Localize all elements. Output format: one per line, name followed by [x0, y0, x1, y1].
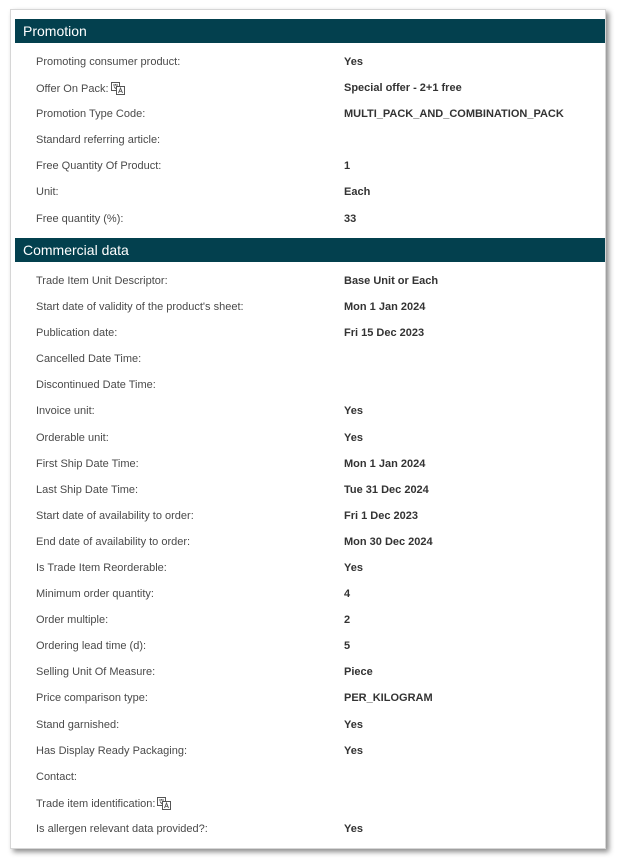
commercial-row [11, 791, 605, 817]
row-value: Mon 1 Jan 2024 [344, 458, 426, 470]
commercial-row [11, 582, 605, 608]
row-label: Unit: [36, 186, 59, 198]
row-label: First Ship Date Time: [36, 458, 139, 470]
row-label: Minimum order quantity: [36, 588, 154, 600]
row-label: Free Quantity Of Product: [36, 160, 162, 172]
promotion-row [11, 154, 605, 180]
row-label: Cancelled Date Time: [36, 353, 142, 365]
row-label: Is Trade Item Reorderable: [36, 562, 167, 574]
row-label-text: Offer On Pack: [36, 83, 109, 95]
row-value: 4 [344, 588, 351, 600]
promotion-row [11, 128, 605, 154]
commercial-row [11, 765, 605, 791]
row-value: 1 [344, 160, 351, 172]
row-label: Free quantity (%): [36, 213, 124, 225]
commercial-row [11, 399, 605, 425]
commercial-row [11, 686, 605, 712]
row-label: Stand garnished: [36, 719, 120, 731]
row-label: Is allergen relevant data provided?: [36, 823, 208, 835]
row-label: Selling Unit Of Measure: [36, 666, 156, 678]
promotion-row [11, 180, 605, 206]
row-label: Start date of validity of the product's sheet: [36, 301, 244, 313]
row-value: Yes [344, 405, 363, 417]
row-value: Fri 1 Dec 2023 [344, 510, 418, 522]
translate-icon[interactable] [157, 797, 171, 810]
row-value: Special offer - 2+1 free [344, 82, 462, 94]
row-label: Promotion Type Code: [36, 108, 146, 120]
row-label: Last Ship Date Time: [36, 484, 139, 496]
row-value: Base Unit or Each [344, 275, 439, 287]
row-label: Publication date: [36, 327, 118, 339]
row-label: Has Display Ready Packaging: [36, 745, 188, 757]
commercial-row [11, 347, 605, 373]
row-value: Fri 15 Dec 2023 [344, 327, 425, 339]
commercial-row [11, 373, 605, 399]
row-label [36, 797, 171, 810]
promotion-row [11, 207, 605, 233]
row-value: 2 [344, 614, 351, 626]
row-value: Yes [344, 432, 363, 444]
commercial-row [11, 713, 605, 739]
commercial-row [11, 426, 605, 452]
row-label: Start date of availability to order: [36, 510, 194, 522]
commercial-row [11, 556, 605, 582]
commercial-section-header: Commercial data [15, 238, 605, 262]
commercial-row [11, 608, 605, 634]
commercial-row [11, 295, 605, 321]
row-value: Piece [344, 666, 373, 678]
row-value: Mon 1 Jan 2024 [344, 301, 426, 313]
product-sheet-card [10, 9, 606, 849]
row-label: Orderable unit: [36, 432, 109, 444]
commercial-row [11, 504, 605, 530]
commercial-row [11, 530, 605, 556]
row-label: Trade Item Unit Descriptor: [36, 275, 168, 287]
row-label: End date of availability to order: [36, 536, 191, 548]
promotion-row [11, 76, 605, 102]
row-value: Mon 30 Dec 2024 [344, 536, 433, 548]
row-value: PER_KILOGRAM [344, 692, 433, 704]
row-label: Contact: [36, 771, 77, 783]
row-value: 33 [344, 213, 357, 225]
row-value: Yes [344, 745, 363, 757]
row-label-text: Trade item identification: [36, 798, 156, 810]
row-label: Price comparison type: [36, 692, 148, 704]
row-value: Yes [344, 823, 363, 835]
row-label: Order multiple: [36, 614, 109, 626]
row-value: Yes [344, 56, 363, 68]
commercial-row [11, 817, 605, 843]
row-label: Invoice unit: [36, 405, 95, 417]
row-value: Yes [344, 719, 363, 731]
commercial-row [11, 269, 605, 295]
commercial-row [11, 660, 605, 686]
promotion-section-header: Promotion [15, 19, 605, 43]
row-value: MULTI_PACK_AND_COMBINATION_PACK [344, 108, 564, 120]
commercial-row [11, 739, 605, 765]
promotion-row [11, 102, 605, 128]
commercial-row [11, 634, 605, 660]
row-label: Promoting consumer product: [36, 56, 181, 68]
row-label [36, 82, 125, 95]
commercial-row [11, 478, 605, 504]
promotion-row [11, 50, 605, 76]
row-label: Ordering lead time (d): [36, 640, 147, 652]
row-value: 5 [344, 640, 351, 652]
commercial-row [11, 452, 605, 478]
row-label: Discontinued Date Time: [36, 379, 156, 391]
row-value: Each [344, 186, 371, 198]
row-label: Standard referring article: [36, 134, 161, 146]
row-value: Tue 31 Dec 2024 [344, 484, 429, 496]
row-value: Yes [344, 562, 363, 574]
translate-icon[interactable] [111, 82, 125, 95]
commercial-row [11, 321, 605, 347]
